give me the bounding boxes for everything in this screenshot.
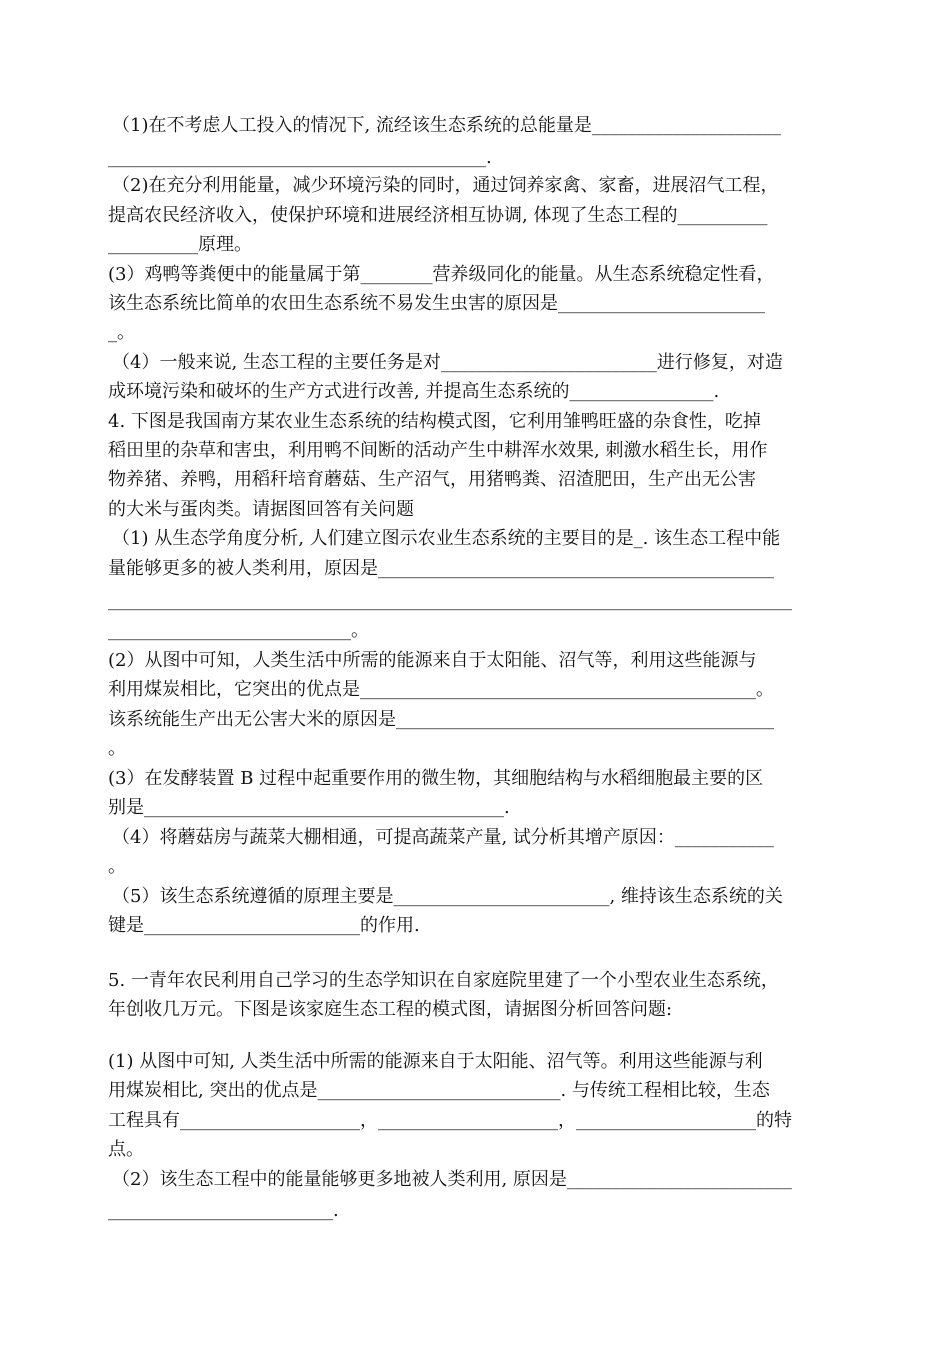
q4-2-line2: 利用煤炭相比，它突出的优点是____________________________________________。 bbox=[108, 679, 774, 700]
q4-3-line1: (3）在发酵装置 B 过程中起重要作用的微生物，其细胞结构与水稻细胞最主要的区 bbox=[108, 768, 764, 789]
q3-4-line2: 成环境污染和破坏的生产方式进行改善, 并提高生态系统的________________. bbox=[108, 381, 720, 402]
q4-1-line4: ___________________________。 bbox=[108, 620, 369, 641]
q3-1-line2: __________________________________________. bbox=[108, 147, 492, 168]
q4-2-line1: (2）从图中可知，人类生活中所需的能源来自于太阳能、沼气等，利用这些能源与 bbox=[108, 650, 757, 671]
q4-stem-line1: 4. 下图是我国南方某农业生态系统的结构模式图，它利用雏鸭旺盛的杂食性，吃掉 bbox=[108, 411, 761, 432]
q4-stem-line3: 物养猪、养鸭，用稻秆培育蘑菇、生产沼气，用猪鸭粪、沼渣肥田，生产出无公害 bbox=[108, 469, 756, 490]
q4-1-line3: ____________________________________________________________________________ bbox=[108, 590, 792, 611]
q3-4-line1: （4）一般来说, 生态工程的主要任务是对________________________进行修复，对造 bbox=[112, 352, 783, 373]
q5-1-line2: 用煤炭相比, 突出的优点是___________________________. 与传统工程相比较，生态 bbox=[108, 1080, 770, 1101]
q5-stem-line1: 5. 一青年农民利用自己学习的生态学知识在自家庭院里建了一个小型农业生态系统， bbox=[108, 970, 779, 991]
q3-2-line3: __________原理。 bbox=[108, 234, 252, 255]
q3-3-line2: 该生态系统比简单的农田生态系统不易发生虫害的原因是_______________________ bbox=[108, 293, 765, 314]
q4-stem-line2: 稻田里的杂草和害虫，利用鸭不间断的活动产生中耕浑水效果, 刺激水稻生长，用作 bbox=[108, 440, 768, 461]
q4-1-line1: （1) 从生态学角度分析, 人们建立图示农业生态系统的主要目的是_. 该生态工程中能 bbox=[112, 528, 781, 549]
q4-2-line4: 。 bbox=[108, 738, 126, 759]
q4-2-line3: 该系统能生产出无公害大米的原因是__________________________________________ bbox=[108, 709, 774, 730]
q3-2-line2: 提高农民经济收入，使保护环境和进展经济相互协调, 体现了生态工程的__________ bbox=[108, 205, 768, 226]
q5-2-line2: _________________________. bbox=[108, 1200, 339, 1221]
q3-1-line1: （1)在不考虑人工投入的情况下, 流经该生态系统的总能量是_____________________ bbox=[112, 115, 781, 136]
q4-stem-line4: 的大米与蛋肉类。请据图回答有关问题 bbox=[108, 499, 414, 520]
q4-1-line2: 量能够更多的被人类利用，原因是____________________________________________ bbox=[108, 558, 774, 579]
q4-3-line2: 别是________________________________________. bbox=[108, 797, 510, 818]
q3-3-line1: (3）鸡鸭等粪便中的能量属于第________营养级同化的能量。从生态系统稳定性看， bbox=[108, 264, 775, 285]
q4-5-line1: （5）该生态系统遵循的原理主要是________________________, 维持该生态系统的关 bbox=[112, 886, 783, 907]
q4-5-line2: 键是________________________的作用. bbox=[108, 915, 420, 936]
q5-1-line4: 点。 bbox=[108, 1139, 144, 1160]
q3-3-line3: _。 bbox=[108, 322, 135, 343]
q3-2-line1: （2)在充分利用能量，减少环境污染的同时，通过饲养家禽、家畜，进展沼气工程， bbox=[112, 175, 779, 196]
q4-4-line2: 。 bbox=[108, 856, 126, 877]
q4-4-line1: （4）将蘑菇房与蔬菜大棚相通，可提高蔬菜产量, 试分析其增产原因：___________ bbox=[112, 827, 774, 848]
q5-2-line1: （2）该生态工程中的能量能够更多地被人类利用, 原因是_________________________ bbox=[112, 1169, 792, 1190]
q5-1-line3: 工程具有____________________，____________________，____________________的特 bbox=[108, 1110, 792, 1131]
q5-stem-line2: 年创收几万元。下图是该家庭生态工程的模式图，请据图分析回答问题: bbox=[108, 999, 673, 1020]
q5-1-line1: (1) 从图中可知, 人类生活中所需的能源来自于太阳能、沼气等。利用这些能源与利 bbox=[108, 1051, 763, 1072]
